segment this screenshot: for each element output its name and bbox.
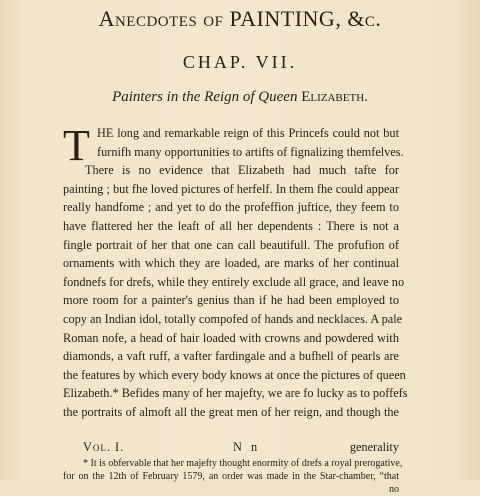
body-line: fondnefs for drefs, while they entirely exclude all grace, and leave no: [63, 274, 405, 289]
body-line: Roman nofe, a head of hair loaded with crowns and powdered with: [63, 330, 399, 345]
body-line: Elizabeth.* Befides many of her majefty, we are fo lucky as to poffefs: [63, 386, 408, 401]
body-line: HE long and remarkable reign of this Princefs could not but: [97, 126, 399, 140]
body-line: There is no evidence that Elizabeth had much tafte for: [85, 163, 399, 178]
signature-mark: N n: [233, 440, 261, 454]
volume-number: Vol. I.: [83, 440, 125, 454]
body-line: the portraits of almoft all the great men of her reign, and though the: [63, 404, 399, 419]
body-line: copy an Indian idol, totally compofed of hands and necklaces. A pale: [63, 311, 403, 326]
running-head: Anecdotes of PAINTING, &c.: [98, 6, 382, 31]
catchword: generality: [349, 440, 399, 454]
section-title-name: Elizabeth.: [301, 89, 368, 105]
section-title: [0, 89, 480, 106]
body-line: diamonds, a vaft ruff, a vafter fardingale and a bufhell of pearls are: [63, 349, 399, 364]
body-line: ornaments with which they are loaded, are marks of her continual: [63, 256, 399, 271]
footnote-line: for on the 12th of February 1579, an order was made in the Star-chamber, “that: [63, 471, 399, 482]
section-title-italic: Painters in the Reign of Queen: [112, 89, 298, 105]
body-text: [63, 121, 408, 422]
page-footer: [63, 440, 399, 458]
body-line: the features by which every body knows at once the pictures of queen: [63, 367, 406, 382]
body-line: really handfome ; and yet to do the profeffion juftice, they feem to: [63, 200, 399, 215]
footnote: [63, 457, 403, 496]
body-line: furnifh many opportunities to artifts of fignalizing themfelves.: [97, 144, 404, 159]
footnote-catchword: no: [389, 484, 399, 495]
body-line: more room for a painter's genius than if he had been employed to: [63, 293, 399, 308]
body-line: have flattered her the leaft of all her dependents : There is not a: [63, 218, 399, 233]
drop-cap: T: [63, 121, 90, 170]
body-line: fingle portrait of her that one can call beautifull. The profufion of: [63, 237, 399, 252]
body-line: painting ; but fhe loved pictures of herfelf. In them fhe could appear: [63, 181, 399, 196]
chapter-heading: CHAP. VII.: [182, 52, 298, 72]
footnote-line: * It is obfervable that her majefty thought enormity of drefs a royal prerogative,: [83, 458, 403, 469]
